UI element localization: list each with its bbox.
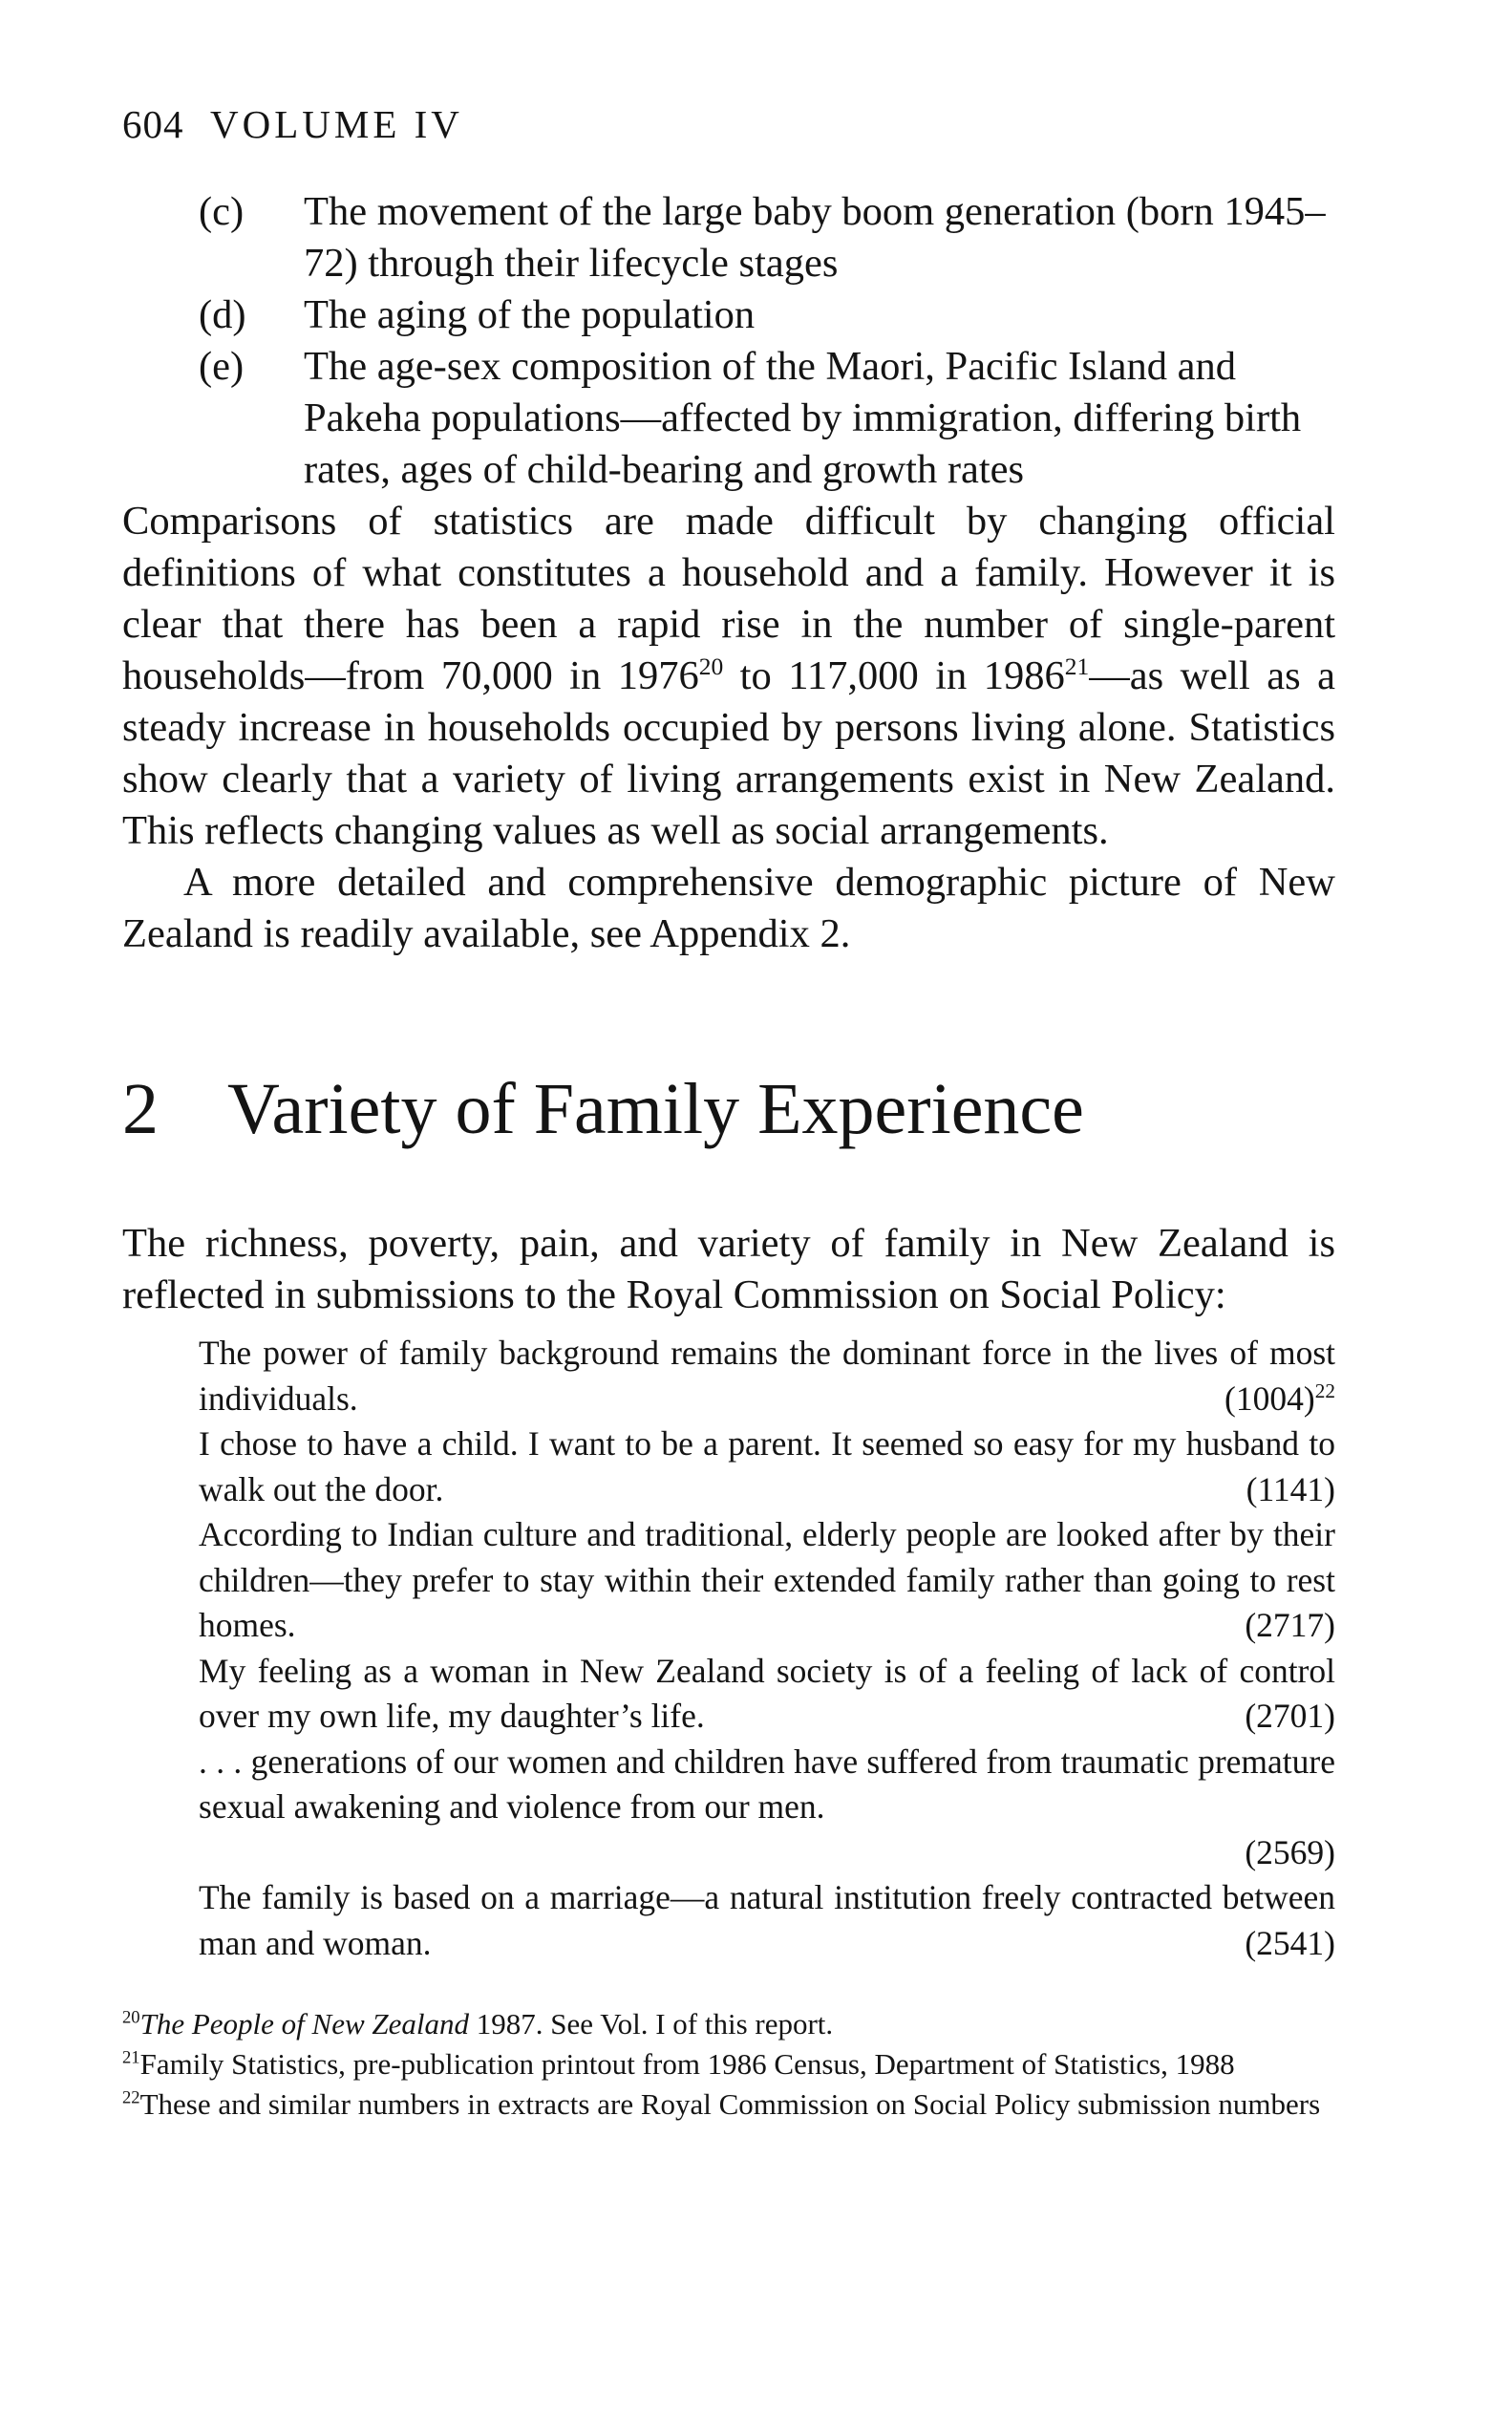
submission-number: (2701): [1245, 1697, 1335, 1735]
quote: [199, 1649, 1335, 1740]
lettered-list: [122, 186, 1335, 496]
list-item-label: (e): [199, 344, 245, 389]
footnote-text: 1987. See Vol. I of this report.: [469, 2007, 834, 2041]
footnote-number: 22: [122, 2087, 140, 2108]
list-item-text: The movement of the large baby boom generation (born 1945–72) through their lifecycle stages: [304, 189, 1326, 286]
submission-number: (2717): [1245, 1606, 1335, 1644]
page-number: 604: [122, 102, 184, 146]
section-number: 2: [122, 1069, 159, 1149]
submission-number: (2569): [1245, 1832, 1335, 1871]
quote-text: My feeling as a woman in New Zealand society is of a feeling of lack of control over my own life, my daughter’s life.: [199, 1651, 1335, 1735]
quote: [199, 1875, 1335, 1966]
running-head: [122, 102, 1335, 146]
appendix-paragraph: A more detailed and comprehensive demographic picture of New Zealand is readily available, see Appendix 2.: [122, 860, 1335, 956]
quote-text: The family is based on a marriage—a natural institution freely contracted between man and woman.: [199, 1878, 1335, 1962]
list-item: [122, 186, 1335, 289]
footnote: [122, 2044, 1335, 2084]
footnote: [122, 2084, 1335, 2125]
list-item: [122, 341, 1335, 496]
document-page: [122, 102, 1335, 2125]
list-item-label: (c): [199, 189, 245, 234]
submission-number: $(1004)^{22}$: [1225, 1378, 1335, 1418]
quote-text: . . . generations of our women and children have suffered from traumatic premature sexual awakening and violence from our men.: [199, 1742, 1335, 1826]
section-title: Variety of Family Experience: [227, 1069, 1084, 1149]
list-item-text: The age-sex composition of the Maori, Pacific Island and Pakeha populations—affected by immigration, differing birth rates, ages of child-bearing and growth rates: [304, 344, 1302, 492]
footnote-ref-22: 22: [1314, 1378, 1335, 1402]
paragraph-text: Comparisons of statistics are made difficult by changing official definitions of what constitutes a household and a family. However it is clear that there has been a rapid rise in the number of single-parent households—from 70,000 in 1976: [122, 499, 1335, 698]
quote: [199, 1331, 1335, 1421]
statistics-paragraph: [122, 496, 1335, 857]
footnote-text: Family Statistics, pre-publication printout from 1986 Census, Department of Statistics, 1988: [139, 2047, 1235, 2081]
list-item: [122, 289, 1335, 341]
volume-label: VOLUME IV: [210, 102, 463, 146]
footnote-number: 20: [122, 2007, 140, 2028]
intro-paragraph: The richness, poverty, pain, and variety of family in New Zealand is reflected in submissions to the Royal Commission on Social Policy:: [122, 1221, 1335, 1317]
list-item-text: The aging of the population: [304, 292, 756, 337]
list-item-label: (d): [199, 292, 246, 337]
paragraph-text: to 117,000 in 1986: [723, 653, 1065, 698]
quote-text: The power of family background remains the dominant force in the lives of most individuals.: [199, 1334, 1335, 1418]
footnote-title: The People of New Zealand: [139, 2007, 469, 2041]
footnotes: [122, 2004, 1335, 2125]
submission-number: (2541): [1245, 1923, 1335, 1962]
submission-quotes: [199, 1331, 1335, 1966]
quote: [199, 1512, 1335, 1649]
footnote-number: 21: [122, 2047, 140, 2068]
footnote-ref-21: 21: [1064, 652, 1090, 680]
footnote: [122, 2004, 1335, 2044]
quote: [199, 1421, 1335, 1512]
section-heading: [122, 1069, 1335, 1149]
quote-text: I chose to have a child. I want to be a parent. It seemed so easy for my husband to walk out the door.: [199, 1424, 1335, 1508]
paragraph-text: —as well as a steady increase in households occupied by persons living alone. Statistics show clearly that a variety of living arrangements exist in New Zealand. This reflects changing values as well as social arrangements.: [122, 653, 1335, 853]
footnote-text: These and similar numbers in extracts are Royal Commission on Social Policy submission numbers: [139, 2087, 1321, 2121]
quote: [199, 1740, 1335, 1876]
footnote-ref-20: 20: [698, 652, 724, 680]
submission-number: (1141): [1246, 1469, 1335, 1508]
quote-text: According to Indian culture and traditional, elderly people are looked after by their children—they prefer to stay within their extended family rather than going to rest homes.: [199, 1515, 1335, 1644]
